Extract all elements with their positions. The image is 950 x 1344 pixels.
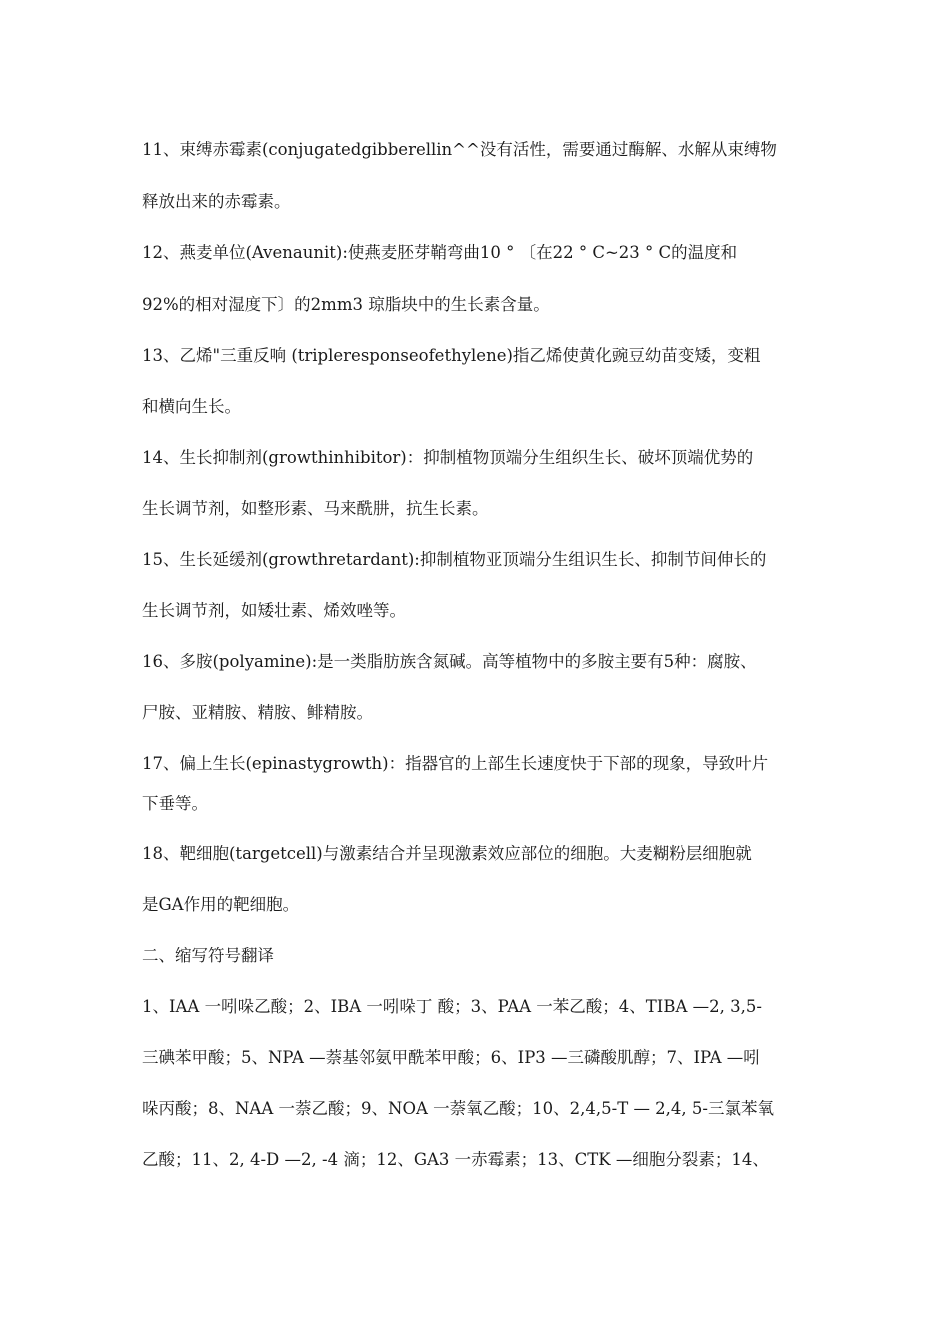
text-line: 16、多胺(polyamine):是一类脂肪族含氮碱。高等植物中的多胺主要有5种：腐胺、 bbox=[142, 652, 757, 671]
text-line: 和横向生长。 bbox=[142, 397, 241, 416]
text-line: 三碘苯甲酸；5、NPA —萘基邻氨甲酰苯甲酸；6、IP3 —三磷酸肌醇；7、IPA —吲 bbox=[142, 1048, 760, 1067]
text-line: 1、IAA 一吲哚乙酸；2、IBA 一吲哚丁 酸；3、PAA 一苯乙酸；4、TIBA —2, 3,5- bbox=[142, 997, 762, 1016]
text-line: 12、燕麦单位(Avenaunit):使燕麦胚芽鞘弯曲10 ° 〔在22 ° C~23 ° C的温度和 bbox=[142, 243, 738, 262]
text-line: 下垂等。 bbox=[142, 794, 208, 813]
text-line: 哚丙酸；8、NAA 一萘乙酸；9、NOA 一萘氧乙酸；10、2,4,5-T — 2,4, 5-三氯苯氧 bbox=[142, 1099, 774, 1118]
text-line: 92%的相对湿度下〕的2mm3 琼脂块中的生长素含量。 bbox=[142, 295, 550, 314]
text-line: 13、乙烯"三重反响 (tripleresponseofethylene)指乙烯使黄化豌豆幼苗变矮，变粗 bbox=[142, 346, 761, 365]
text-line: 乙酸；11、2, 4-D —2, -4 滴；12、GA3 一赤霉素；13、CTK —细胞分裂素；14、 bbox=[142, 1150, 769, 1169]
text-line: 11、束缚赤霉素(conjugatedgibberellin^^没有活性，需要通过酶解、水解从束缚物 bbox=[142, 140, 777, 159]
text-line: 17、偏上生长(epinastygrowth)：指器官的上部生长速度快于下部的现象，导致叶片 bbox=[142, 754, 769, 773]
section-heading: 二、缩写符号翻译 bbox=[142, 946, 274, 965]
text-line: 尸胺、亚精胺、精胺、鲱精胺。 bbox=[142, 703, 373, 722]
text-line: 14、生长抑制剂(growthinhibitor)：抑制植物顶端分生组织生长、破坏顶端优势的 bbox=[142, 448, 754, 467]
text-line: 释放出来的赤霉素。 bbox=[142, 192, 291, 211]
text-line: 生长调节剂，如矮壮素、烯效唑等。 bbox=[142, 601, 406, 620]
text-line: 15、生长延缓剂(growthretardant):抑制植物亚顶端分生组识生长、抑制节间伸长的 bbox=[142, 550, 767, 569]
text-line: 是GA作用的靶细胞。 bbox=[142, 895, 300, 914]
text-line: 18、靶细胞(targetcell)与激素结合并呈现激素效应部位的细胞。大麦糊粉层细胞就 bbox=[142, 844, 752, 863]
text-line: 生长调节剂，如整形素、马来酰肼，抗生长素。 bbox=[142, 499, 489, 518]
